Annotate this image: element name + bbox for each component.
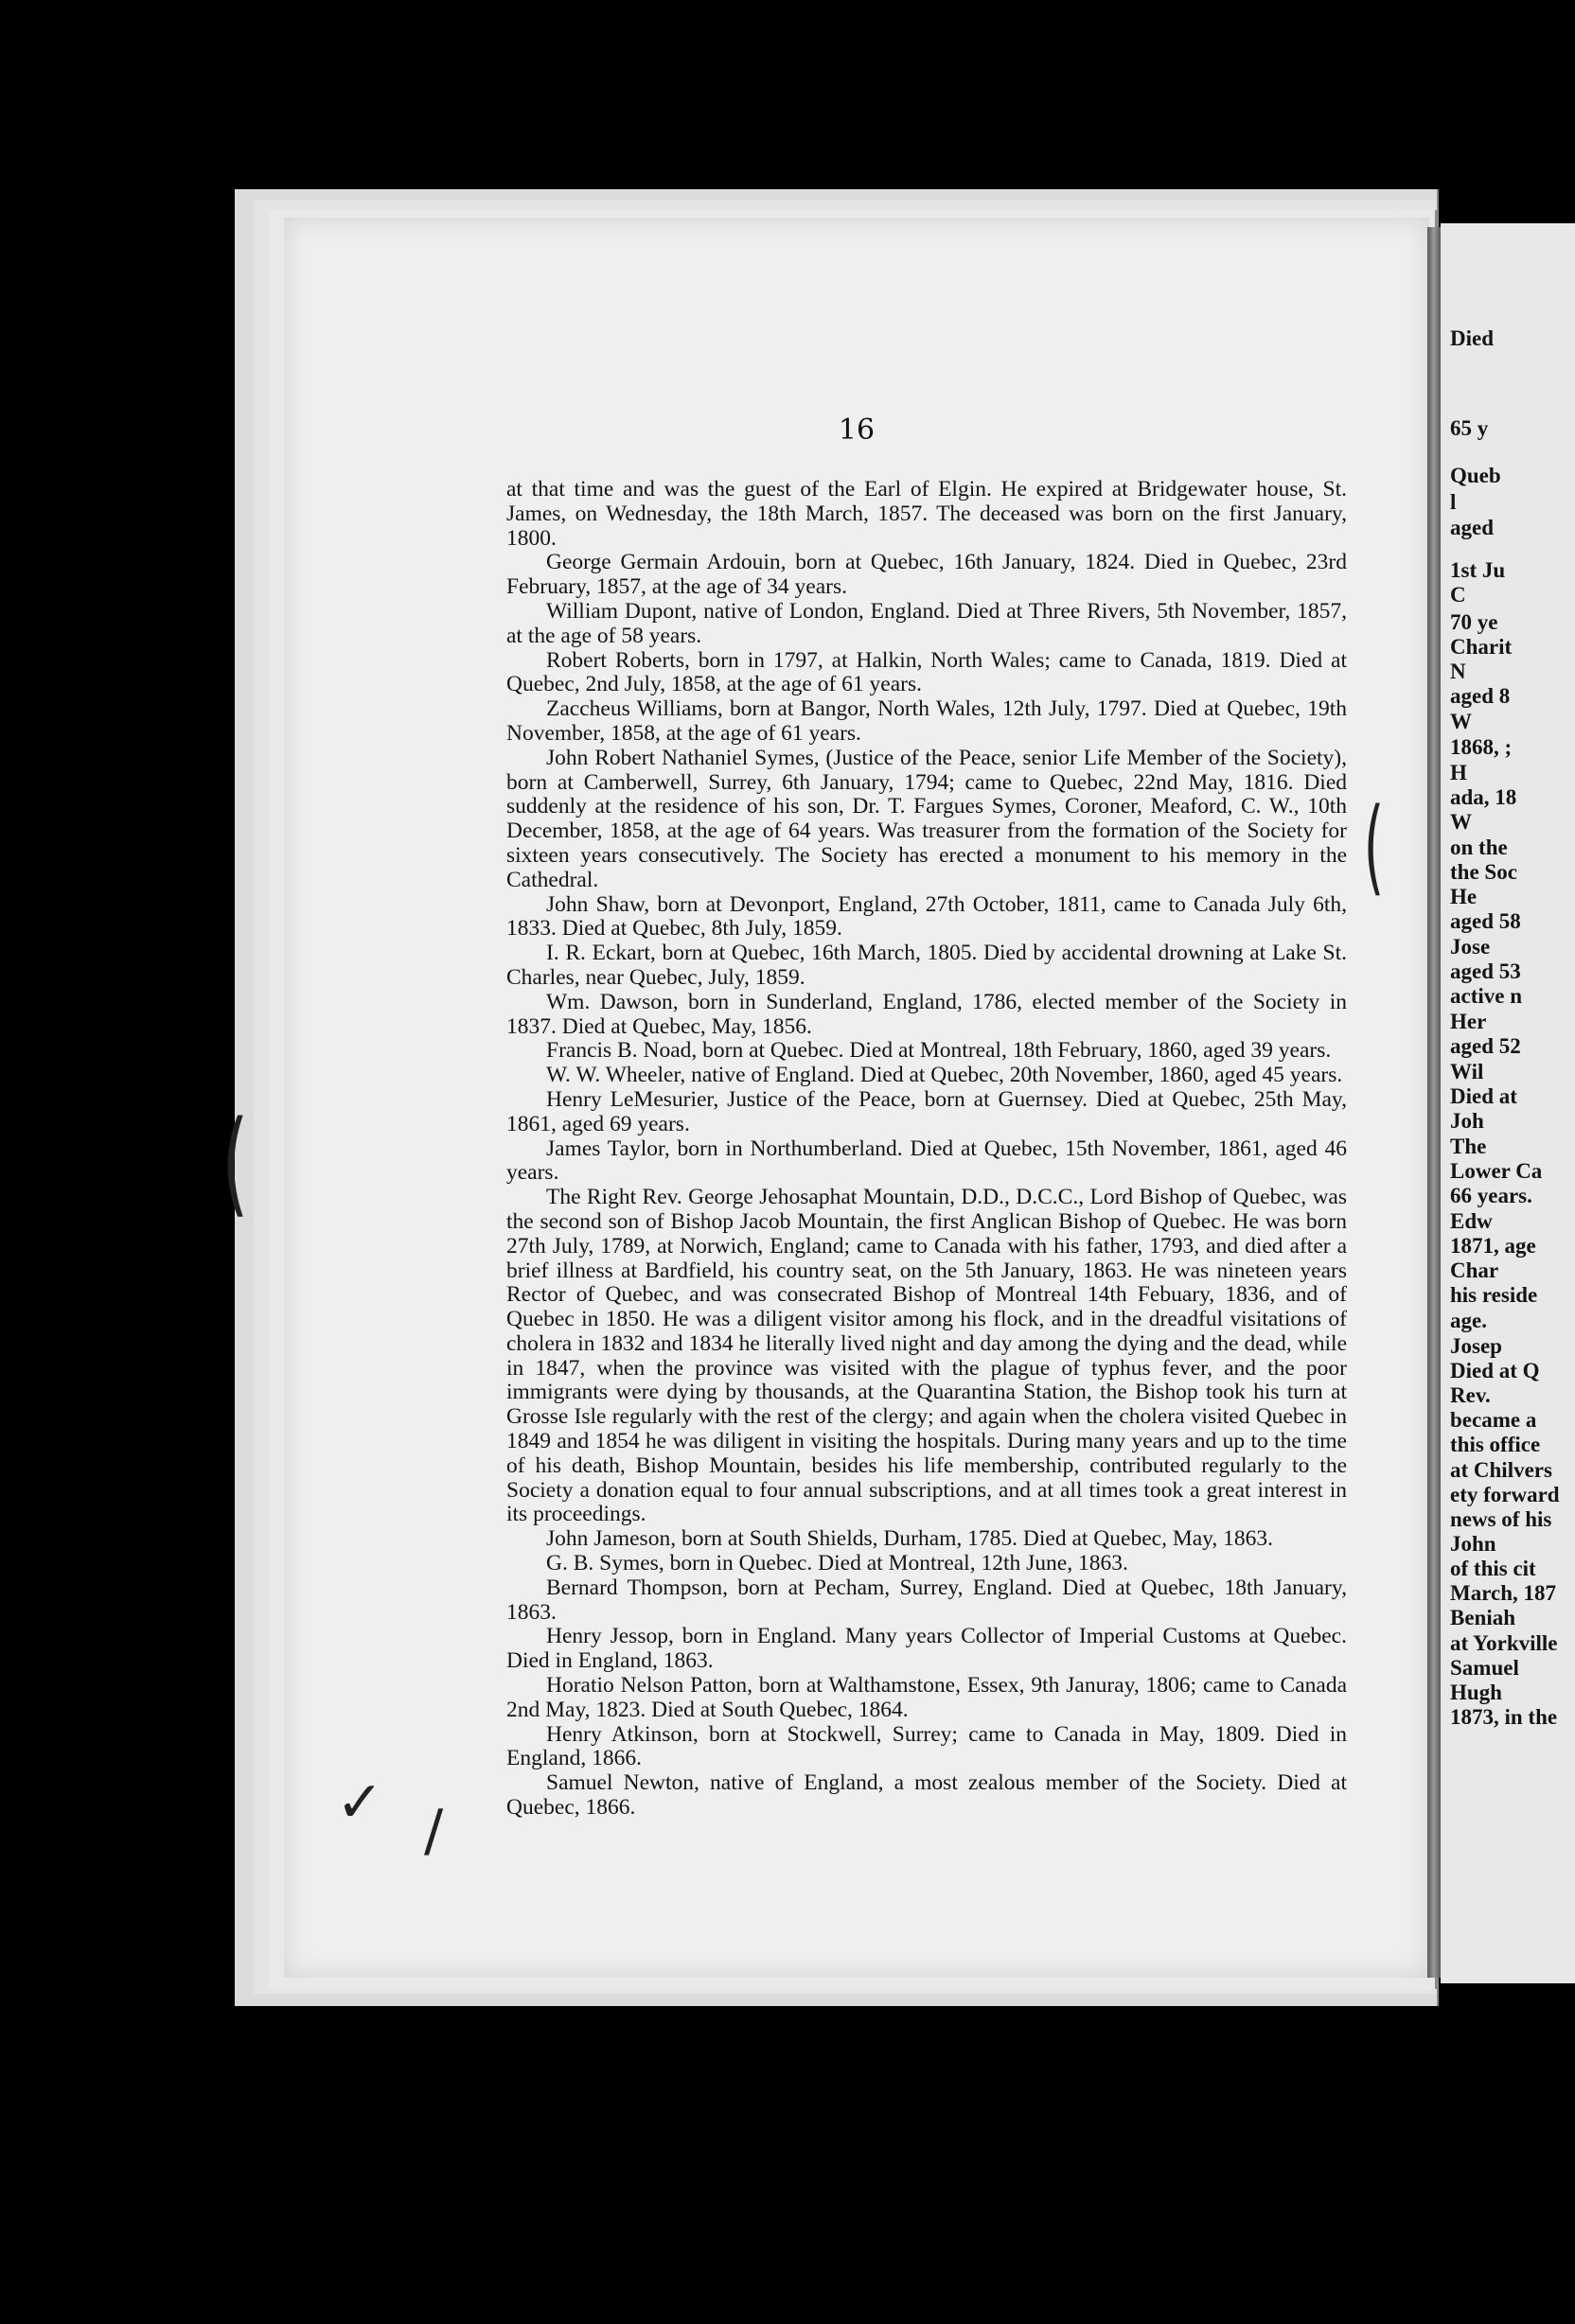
book-gutter [1427,227,1441,1978]
right-page-text-fragment: became a [1450,1408,1537,1432]
right-page-text-fragment: W [1450,710,1472,733]
obituary-entry: James Taylor, born in Northumberland. Died at Quebec, 15th November, 1861, aged 46 years. [506,1136,1347,1186]
right-page-text-fragment: Char [1450,1259,1499,1282]
right-page-text-fragment: at Chilvers [1450,1458,1552,1482]
right-page-text-fragment: 70 ye [1450,610,1498,634]
right-page-text-fragment: l [1450,490,1457,514]
obituary-entry: Horatio Nelson Patton, born at Walthamstone, Essex, 9th Januray, 1806; came to Canada 2nd May, 1823. Died at South Quebec, 1864. [506,1673,1347,1722]
obituary-entry: George Germain Ardouin, born at Quebec, 16th January, 1824. Died in Quebec, 23rd February, 1857, at the age of 34 years. [506,550,1347,600]
obituary-entry: Henry Atkinson, born at Stockwell, Surrey; came to Canada in May, 1809. Died in England, 1866. [506,1721,1347,1771]
right-page-text-fragment: Beniah [1450,1606,1516,1629]
right-page-text-fragment: ety forward [1450,1483,1560,1506]
right-page-text-fragment: Charit [1450,635,1513,659]
right-page-text-fragment: aged 52 [1450,1034,1521,1058]
right-page-text-fragment: aged 53 [1450,960,1521,983]
right-page-text-fragment: active n [1450,984,1523,1008]
obituary-entry: William Dupont, native of London, England. Died at Three Rivers, 5th November, 1857, at the age of 58 years. [506,598,1347,648]
obituary-entry: at that time and was the guest of the Earl of Elgin. He expired at Bridgewater house, St. James, on Wednesday, the 18th March, 1857. The deceased was born on the first January, 1800. [506,477,1347,551]
right-page-text-fragment: Queb [1450,464,1501,487]
right-page-text-fragment: 1873, in the [1450,1705,1558,1729]
right-page-text-fragment: N [1450,660,1466,683]
right-page-text-fragment: Died at [1450,1084,1517,1108]
obituary-entry: Robert Roberts, born in 1797, at Halkin, North Wales; came to Canada, 1819. Died at Quebec, 2nd July, 1858, at the age of 61 years. [506,647,1347,697]
margin-pencil-stroke: / [424,1798,444,1864]
right-page-text-fragment: 1st Ju [1450,558,1506,582]
obituary-entry: John Jameson, born at South Shields, Durham, 1785. Died at Quebec, May, 1863. [546,1526,1273,1552]
right-page-text-fragment: aged [1450,516,1494,539]
obituary-entry: I. R. Eckart, born at Quebec, 16th March, 1805. Died by accidental drowning at Lake St. Charles, near Quebec, July, 1859. [506,941,1347,990]
obituary-entry: John Shaw, born at Devonport, England, 27th October, 1811, came to Canada July 6th, 1833. Died at Quebec, 8th July, 1859. [506,891,1347,942]
right-page-text-fragment: John [1450,1532,1496,1556]
page-body-text [506,478,1347,1821]
adjacent-page-edge [1441,223,1575,1983]
right-page-text-fragment: Died at Q [1450,1359,1540,1382]
right-page-text-fragment: aged 58 [1450,909,1521,933]
right-page-text-fragment: The [1450,1135,1487,1158]
obituary-entry: John Robert Nathaniel Symes, (Justice of the Peace, senior Life Member of the Society), born at Camberwell, Surrey, 6th January, 1794; came to Quebec, 22nd May, 1816. Died suddenly at the residence of his son, Dr. T. Fargues Symes, Coroner, Meaford, C. W., 10th December, 1858, at the age of 64 years. Was treasurer from the formation of the Society for sixteen years consecutively. The Society has erected a monument to his memory in the Cathedral. [506,745,1347,892]
right-page-text-fragment: 65 y [1450,416,1489,440]
right-page-text-fragment: Edw [1450,1209,1493,1233]
page-number: 16 [838,414,876,447]
margin-check-mark: ✓ [336,1769,384,1836]
right-page-text-fragment: ada, 18 [1450,785,1517,809]
obituary-entry: G. B. Symes, born in Quebec. Died at Montreal, 12th June, 1863. [546,1551,1128,1576]
right-page-text-fragment: 1871, age [1450,1234,1536,1258]
obituary-entry: Samuel Newton, native of England, a most zealous member of the Society. Died at Quebec, 1866. [506,1770,1347,1821]
obituary-entry: The Right Rev. George Jehosaphat Mountain, D.D., D.C.C., Lord Bishop of Quebec, was the second son of Bishop Jacob Mountain, the first Anglican Bishop of Quebec. He was born 27th July, 1789, at Norwich, England; came to Canada with his father, 1793, and died after a brief illness at Bardfield, his country seat, on the 5th January, 1863. He was nineteen years Rector of Quebec, and was consecrated Bishop of Montreal 14th Febuary, 1836, and of Quebec in 1850. He was a diligent visitor among his flock, and in the dreadful visitations of cholera in 1832 and 1834 he literally lived night and day among the dying and the dead, while in 1847, when the province was visited with the plague of typhus fever, and the poor immigrants were dying by thousands, at the Quarantina Station, the Bishop took his turn at Grosse Isle regularly with the rest of the clergy; and again when the cholera visited Quebec in 1849 and 1854 he was diligent in visiting the hospitals. During many years and up to the time of his death, Bishop Mountain, besides his life membership, contributed regularly to the Society a donation equal to four annual subscriptions, and at all times took a great interest in its proceedings. [506,1185,1347,1527]
right-page-text-fragment: Joh [1450,1109,1484,1133]
right-page-text-fragment: this office [1450,1433,1541,1456]
right-page-text-fragment: C [1450,583,1466,607]
right-page-text-fragment: Hugh [1450,1681,1502,1704]
obituary-entry: Zaccheus Williams, born at Bangor, North Wales, 12th July, 1797. Died at Quebec, 19th November, 1858, at the age of 61 years. [506,696,1347,746]
right-page-text-fragment: of this cit [1450,1557,1536,1580]
right-page-text-fragment: Her [1450,1010,1487,1033]
right-page-text-fragment: Samuel [1450,1656,1519,1680]
obituary-entry: Henry Jessop, born in England. Many years Collector of Imperial Customs at Quebec. Died in England, 1863. [506,1624,1347,1674]
right-page-text-fragment: aged 8 [1450,684,1511,708]
margin-bracket-mark: ( [1363,785,1385,907]
obituary-entry: Wm. Dawson, born in Sunderland, England, 1786, elected member of the Society in 1837. Died at Quebec, May, 1856. [506,989,1347,1039]
right-page-text-fragment: H [1450,761,1467,784]
right-page-text-fragment: He [1450,885,1478,908]
obituary-entry: Henry LeMesurier, Justice of the Peace, born at Guernsey. Died at Quebec, 25th May, 1861, aged 69 years. [506,1086,1347,1136]
right-page-text-fragment: on the [1450,836,1508,859]
margin-bracket-mark: ( [221,1098,249,1229]
right-page-text-fragment: news of his [1450,1507,1552,1531]
right-page-text-fragment: at Yorkville [1450,1631,1558,1655]
right-page-text-fragment: the Soc [1450,860,1517,884]
right-page-text-fragment: 66 years. [1450,1184,1532,1207]
right-page-text-fragment: Rev. [1450,1383,1491,1407]
right-page-text-fragment: Jose [1450,935,1491,959]
right-page-text-fragment: Lower Ca [1450,1159,1543,1183]
obituary-entry: Francis B. Noad, born at Quebec. Died at Montreal, 18th February, 1860, aged 39 years. [546,1038,1332,1064]
right-page-text-fragment: Wil [1450,1060,1484,1083]
right-page-text-fragment: W [1450,810,1472,834]
right-page-text-fragment: Died [1450,326,1494,350]
obituary-entry: Bernard Thompson, born at Pecham, Surrey, England. Died at Quebec, 18th January, 1863. [506,1575,1347,1625]
right-page-text-fragment: his reside [1450,1283,1538,1307]
right-page-text-fragment: Josep [1450,1334,1502,1358]
left-page [221,218,1429,1978]
right-page-text-fragment: March, 187 [1450,1581,1557,1605]
obituary-entry: W. W. Wheeler, native of England. Died at Quebec, 20th November, 1860, aged 45 years. [546,1063,1343,1088]
right-page-text-fragment: age. [1450,1309,1487,1332]
right-page-text-fragment: 1868, ; [1450,735,1513,759]
